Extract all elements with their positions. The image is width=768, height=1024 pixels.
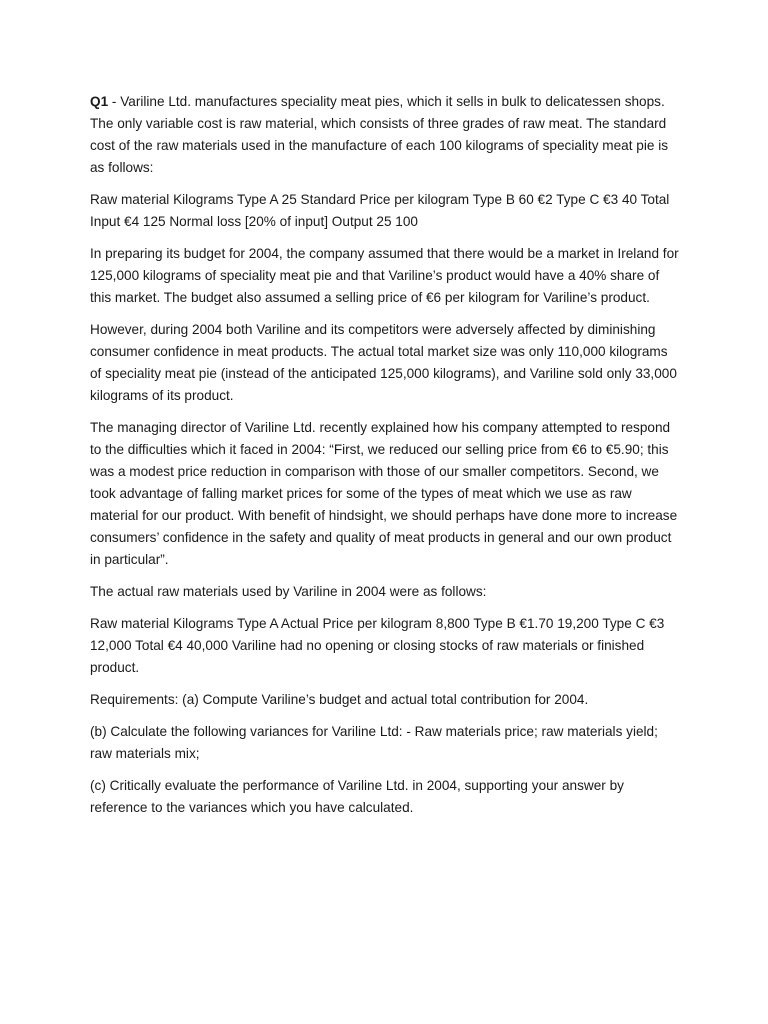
actual-materials-paragraph: Raw material Kilograms Type A Actual Price per kilogram 8,800 Type B €1.70 19,200 Type C €3 12,000 Total €4 40,000 Variline had no opening or closing stocks of raw materials or finished product. [90, 616, 665, 675]
actual-materials-intro: The actual raw materials used by Variline in 2004 were as follows: [90, 584, 487, 599]
question-label: Q1 [90, 94, 109, 109]
document-page [90, 91, 682, 829]
market-paragraph: However, during 2004 both Variline and its competitors were adversely affected by diminishing consumer confidence in meat products. The actual total market size was only 110,000 kilograms of speciality meat pie (instead of the anticipated 125,000 kilograms), and Variline sold only 33,000 kilograms of its product. [90, 322, 677, 403]
intro-text: - Variline Ltd. manufactures speciality meat pies, which it sells in bulk to delicatessen shops. The only variable cost is raw material, which consists of three grades of raw meat. The standard cost of the raw materials used in the manufacture of each 100 kilograms of speciality meat pie is as follows: [90, 94, 669, 175]
intro-paragraph [90, 91, 682, 179]
budget-paragraph: In preparing its budget for 2004, the company assumed that there would be a market in Ireland for 125,000 kilograms of speciality meat pie and that Variline’s product would have a 40% share of this market. The budget also assumed a selling price of €6 per kilogram for Variline’s product. [90, 246, 679, 305]
requirement-b: (b) Calculate the following variances for Variline Ltd: - Raw materials price; raw materials yield; raw materials mix; [90, 724, 658, 761]
standard-cost-paragraph: Raw material Kilograms Type A 25 Standard Price per kilogram Type B 60 €2 Type C €3 40 Total Input €4 125 Normal loss [20% of input] Output 25 100 [90, 192, 670, 229]
requirement-c: (c) Critically evaluate the performance of Variline Ltd. in 2004, supporting your answer by reference to the variances which you have calculated. [90, 778, 624, 815]
requirement-a: Requirements: (a) Compute Variline’s budget and actual total contribution for 2004. [90, 692, 589, 707]
director-quote-paragraph: The managing director of Variline Ltd. recently explained how his company attempted to respond to the difficulties which it faced in 2004: “First, we reduced our selling price from €6 to €5.90; this was a modest price reduction in comparison with those of our smaller competitors. Second, we took advantage of falling market prices for some of the types of meat which we use as raw material for our product. With benefit of hindsight, we should perhaps have done more to increase consumers’ confidence in the safety and quality of meat products in general and our own product in particular”. [90, 420, 678, 567]
